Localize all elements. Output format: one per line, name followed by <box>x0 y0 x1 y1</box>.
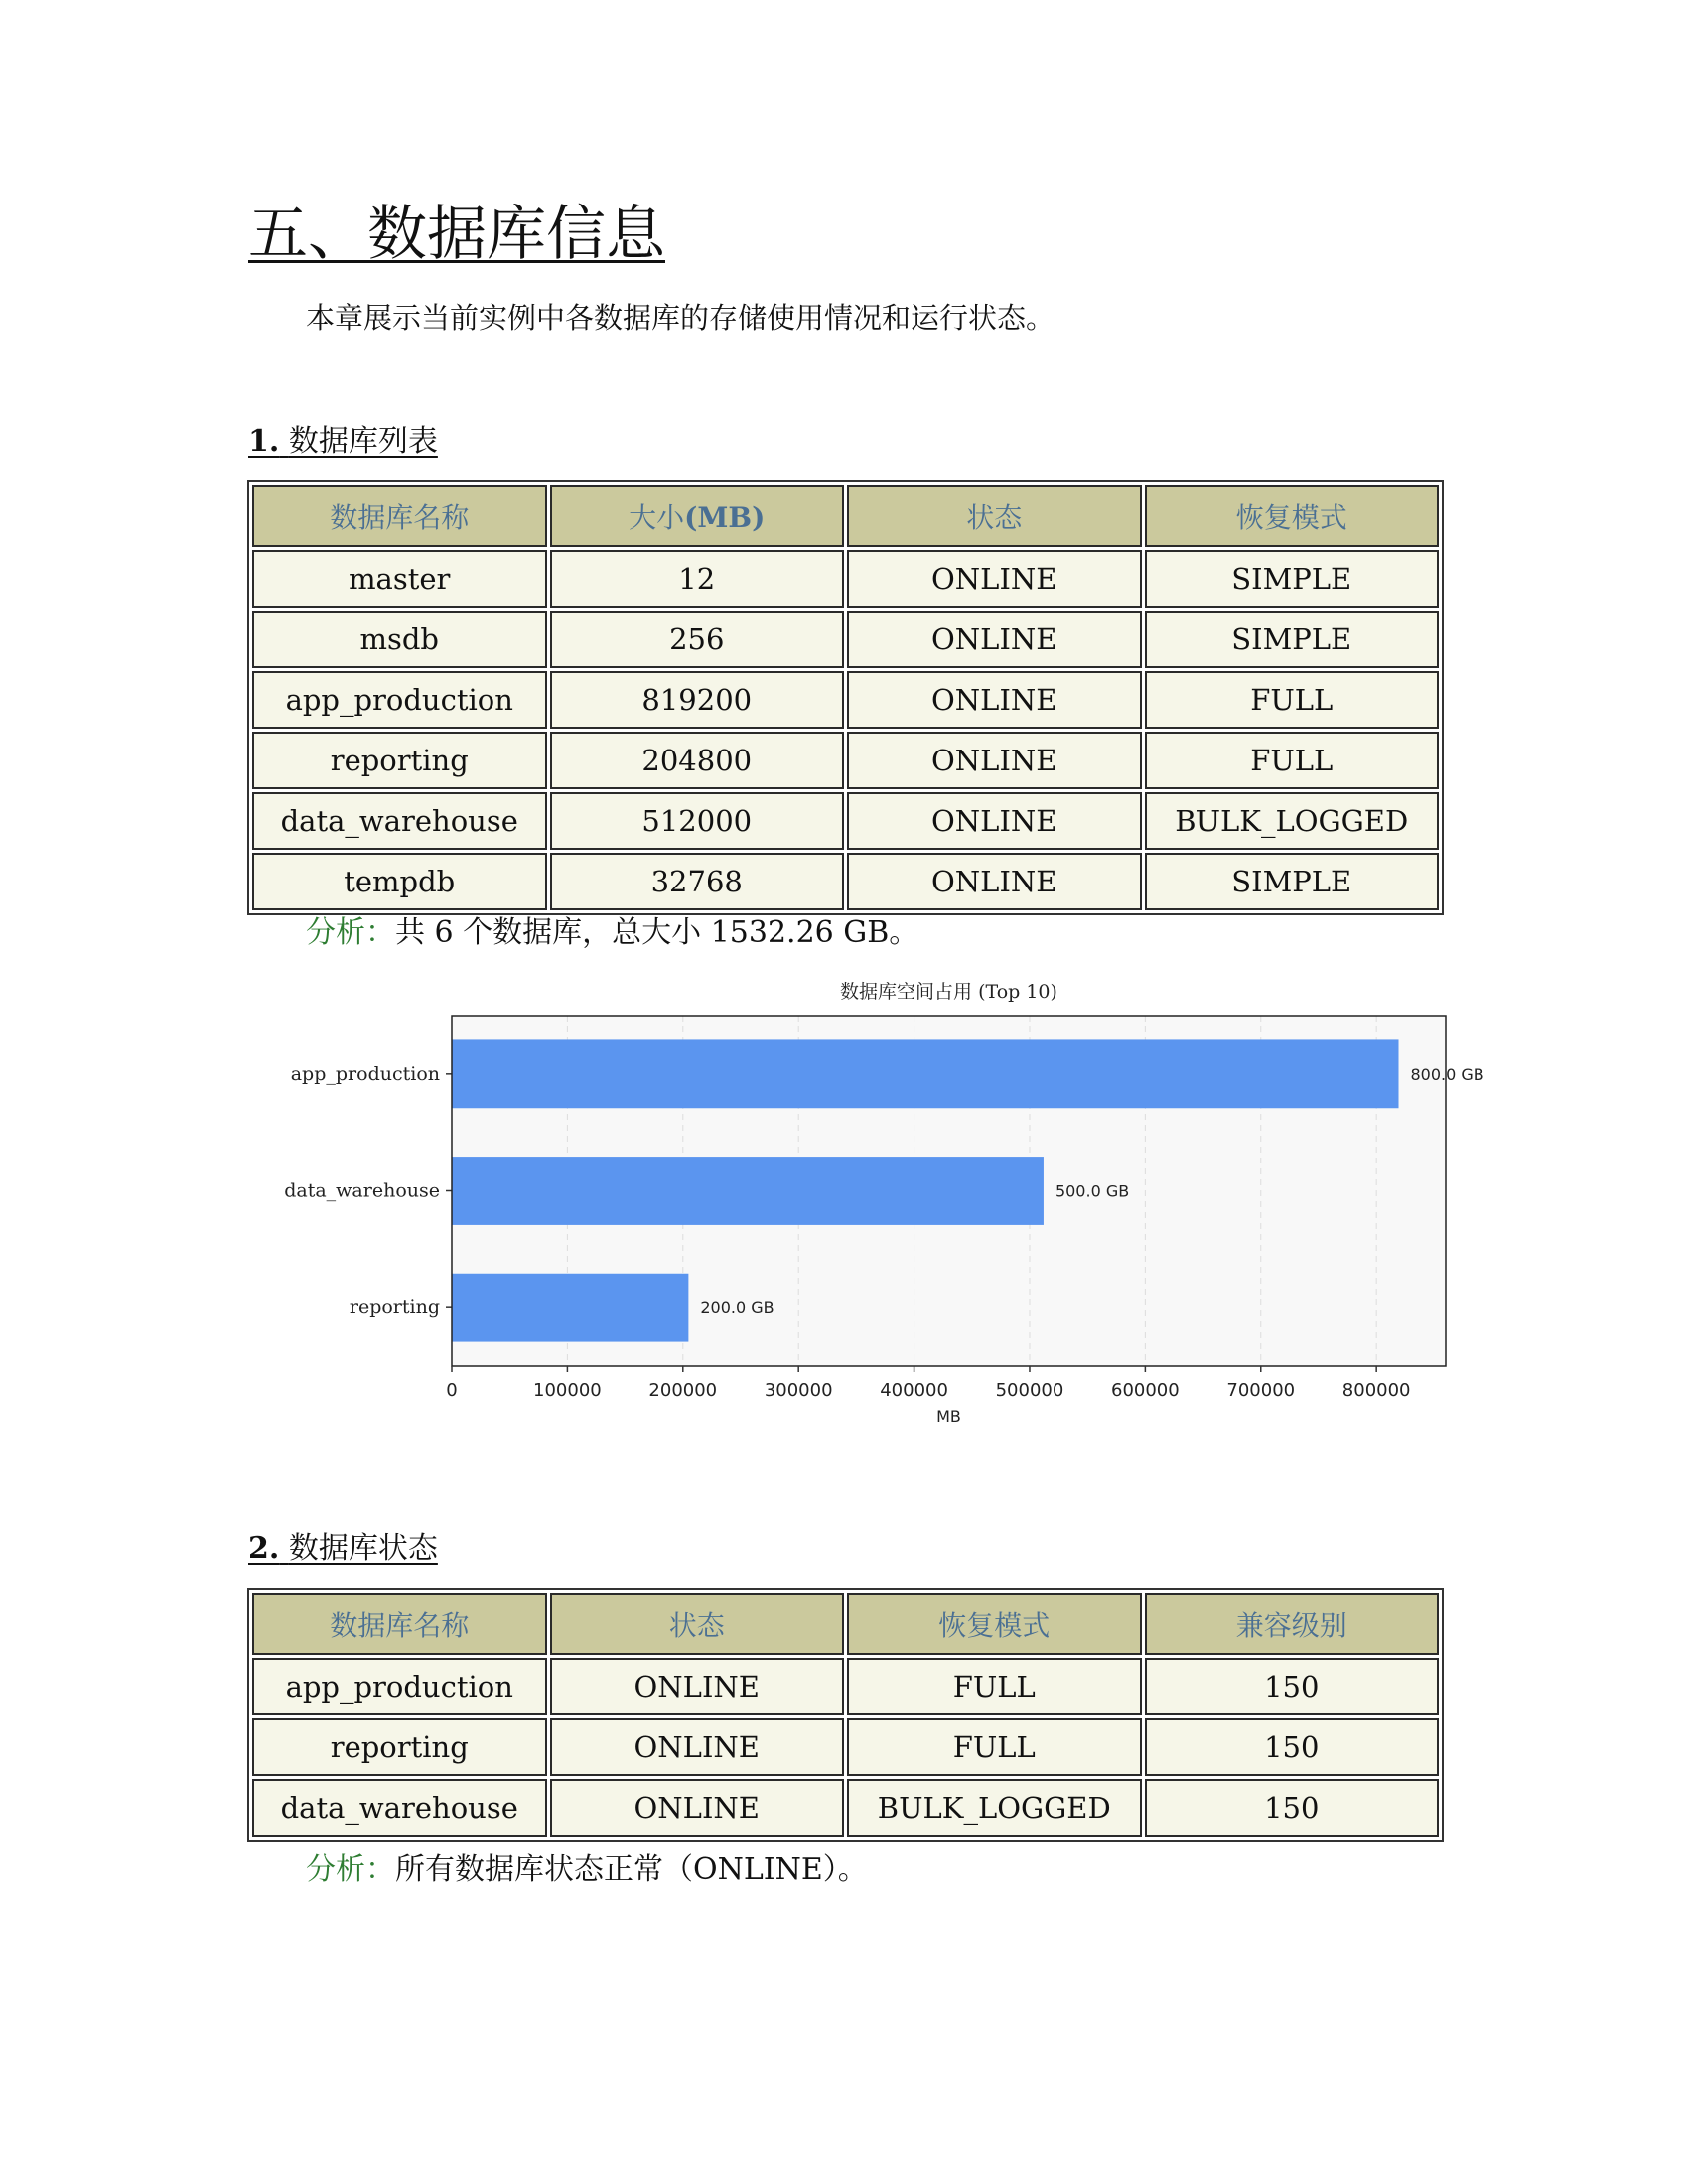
cell-size: 256 <box>550 611 845 668</box>
cell-db-name: reporting <box>252 1718 547 1776</box>
analysis-1-label: 分析： <box>306 915 395 950</box>
cell-recovery-model: SIMPLE <box>1145 550 1440 608</box>
cell-status: ONLINE <box>847 732 1142 789</box>
section-1-text: 数据库列表 <box>288 424 438 459</box>
section-1-number: 1. <box>248 424 280 459</box>
analysis-2-text: 所有数据库状态正常（ONLINE）。 <box>395 1852 868 1887</box>
x-tick-label: 800000 <box>1341 1380 1411 1401</box>
bar <box>452 1157 1044 1225</box>
cell-size: 12 <box>550 550 845 608</box>
header-size-label: 大小 <box>629 501 685 534</box>
header-recovery-model: 恢复模式 <box>847 1593 1142 1655</box>
section-2-title <box>248 1529 438 1569</box>
x-axis-label: MB <box>936 1407 961 1426</box>
cell-size: 512000 <box>550 792 845 850</box>
cell-status: ONLINE <box>550 1718 845 1776</box>
y-tick-label: reporting <box>349 1297 440 1319</box>
x-tick-label: 200000 <box>648 1380 718 1401</box>
cell-recovery-model: BULK_LOGGED <box>847 1779 1142 1837</box>
cell-recovery-model: FULL <box>1145 732 1440 789</box>
cell-status: ONLINE <box>550 1779 845 1837</box>
bar <box>452 1039 1399 1108</box>
cell-size: 32768 <box>550 853 845 910</box>
data-label: 200.0 GB <box>700 1298 774 1318</box>
x-tick-label: 600000 <box>1111 1380 1180 1401</box>
cell-db-name: data_warehouse <box>252 1779 547 1837</box>
cell-db-name: data_warehouse <box>252 792 547 850</box>
cell-recovery-model: SIMPLE <box>1145 853 1440 910</box>
cell-status: ONLINE <box>847 611 1142 668</box>
y-tick-label: data_warehouse <box>284 1179 440 1202</box>
intro-paragraph: 本章展示当前实例中各数据库的存储使用情况和运行状态。 <box>306 301 1055 335</box>
cell-db-name: app_production <box>252 1658 547 1715</box>
cell-recovery-model: FULL <box>1145 671 1440 729</box>
header-db-name: 数据库名称 <box>252 485 547 547</box>
cell-compat-level: 150 <box>1145 1779 1440 1837</box>
x-tick-label: 100000 <box>533 1380 602 1401</box>
database-status-table <box>247 1588 1444 1842</box>
x-tick-label: 300000 <box>764 1380 833 1401</box>
x-tick-label: 500000 <box>995 1380 1064 1401</box>
page-title: 五、数据库信息 <box>248 200 665 269</box>
header-compat-level: 兼容级别 <box>1145 1593 1440 1655</box>
x-tick-label: 700000 <box>1226 1380 1296 1401</box>
bar <box>452 1274 688 1342</box>
cell-db-name: tempdb <box>252 853 547 910</box>
cell-db-name: reporting <box>252 732 547 789</box>
header-status: 状态 <box>550 1593 845 1655</box>
cell-size: 819200 <box>550 671 845 729</box>
cell-status: ONLINE <box>550 1658 845 1715</box>
section-2-number: 2. <box>248 1531 280 1566</box>
table-row <box>252 1658 1439 1715</box>
cell-status: ONLINE <box>847 853 1142 910</box>
data-label: 500.0 GB <box>1055 1181 1130 1201</box>
cell-db-name: master <box>252 550 547 608</box>
table-row <box>252 1779 1439 1837</box>
cell-size: 204800 <box>550 732 845 789</box>
x-tick-label: 400000 <box>880 1380 948 1401</box>
y-tick-label: app_production <box>290 1062 440 1085</box>
cell-recovery-model: SIMPLE <box>1145 611 1440 668</box>
data-label: 800.0 GB <box>1410 1064 1484 1084</box>
cell-status: ONLINE <box>847 671 1142 729</box>
header-size-unit: (MB) <box>684 501 766 534</box>
table-header-row <box>252 1593 1439 1655</box>
analysis-1-text: 共 6 个数据库，总大小 1532.26 GB。 <box>395 915 919 950</box>
header-status: 状态 <box>847 485 1142 547</box>
section-2-text: 数据库状态 <box>288 1531 438 1566</box>
cell-recovery-model: BULK_LOGGED <box>1145 792 1440 850</box>
cell-db-name: app_production <box>252 671 547 729</box>
analysis-2-label: 分析： <box>306 1852 395 1887</box>
cell-compat-level: 150 <box>1145 1718 1440 1776</box>
chart-title: 数据库空间占用 (Top 10) <box>840 981 1057 1003</box>
analysis-2 <box>306 1850 868 1890</box>
cell-status: ONLINE <box>847 550 1142 608</box>
cell-status: ONLINE <box>847 792 1142 850</box>
cell-db-name: msdb <box>252 611 547 668</box>
cell-compat-level: 150 <box>1145 1658 1440 1715</box>
x-tick-label: 0 <box>446 1380 458 1401</box>
table-row <box>252 1718 1439 1776</box>
header-recovery-model: 恢复模式 <box>1145 485 1440 547</box>
cell-recovery-model: FULL <box>847 1718 1142 1776</box>
header-db-name: 数据库名称 <box>252 1593 547 1655</box>
cell-recovery-model: FULL <box>847 1658 1142 1715</box>
